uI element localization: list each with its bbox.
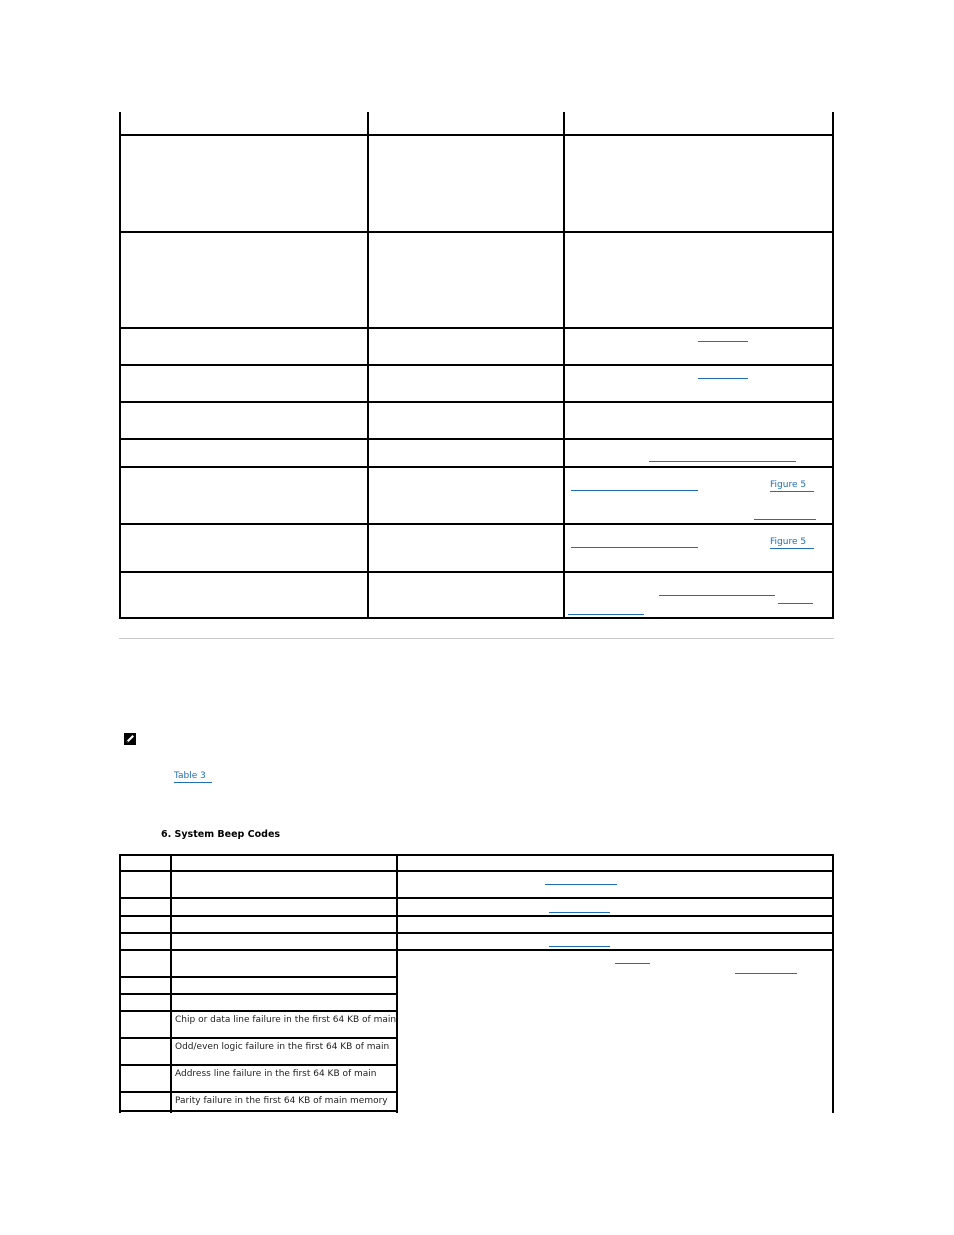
beep-cause-cell: Address line failure in the first 64 KB of main: [175, 1069, 377, 1079]
beep-table-row-border: [119, 854, 834, 856]
beep-table-row-border: [119, 1010, 398, 1012]
beep-table-row-border: [119, 1091, 398, 1093]
beep-table-row-border: [119, 993, 398, 995]
beep-table-row-border: [119, 949, 834, 951]
section-divider: [119, 638, 834, 639]
cell-link[interactable]: [649, 461, 796, 462]
beep-table-row-border: [119, 976, 398, 978]
cell-link[interactable]: [545, 884, 617, 885]
top-table-row-border: [119, 327, 834, 329]
note-icon: [123, 732, 137, 746]
beep-table-row-border: [119, 1037, 398, 1039]
top-table-row-border: [119, 364, 834, 366]
cell-link[interactable]: [698, 341, 748, 342]
cell-link[interactable]: [754, 519, 816, 520]
top-table-row-border: [119, 617, 834, 619]
top-table-row-border: [119, 134, 834, 136]
top-table-row-border: [119, 231, 834, 233]
beep-cause-cell: Chip or data line failure in the first 64 KB of main: [175, 1015, 397, 1025]
top-table-row-border: [119, 523, 834, 525]
beep-table-border-right: [832, 854, 834, 1113]
cell-link[interactable]: [659, 595, 775, 596]
cell-link[interactable]: [778, 603, 813, 604]
top-table-row-border: [119, 571, 834, 573]
figure-5-link[interactable]: Figure 5: [770, 480, 814, 492]
top-table-row-border: [119, 401, 834, 403]
beep-table-row-border: [119, 932, 834, 934]
table-3-link[interactable]: Table 3: [174, 771, 212, 783]
cell-link[interactable]: [615, 963, 650, 964]
beep-cause-cell: Parity failure in the first 64 KB of main memory: [175, 1096, 388, 1106]
beep-table-border-col3: [396, 854, 398, 1113]
cell-link[interactable]: [571, 490, 698, 491]
cell-link[interactable]: [568, 614, 644, 615]
top-table-row-border: [119, 438, 834, 440]
figure-5-link[interactable]: Figure 5: [770, 537, 814, 549]
beep-table-border-col2: [170, 854, 172, 1113]
beep-codes-caption: 6. System Beep Codes: [161, 829, 281, 840]
beep-table-row-border: [119, 1110, 398, 1112]
cell-link[interactable]: [698, 378, 748, 379]
beep-table-row-border: [119, 1064, 398, 1066]
cell-link[interactable]: [735, 973, 797, 974]
cell-link[interactable]: [571, 547, 698, 548]
beep-table-row-border: [119, 897, 834, 899]
beep-table-border-left: [119, 854, 121, 1113]
beep-table-row-border: [119, 870, 834, 872]
cell-link[interactable]: [549, 912, 610, 913]
beep-cause-cell: Odd/even logic failure in the first 64 KB of main: [175, 1042, 390, 1052]
top-table-row-border: [119, 466, 834, 468]
beep-table-row-border: [119, 915, 834, 917]
cell-link[interactable]: [549, 946, 610, 947]
